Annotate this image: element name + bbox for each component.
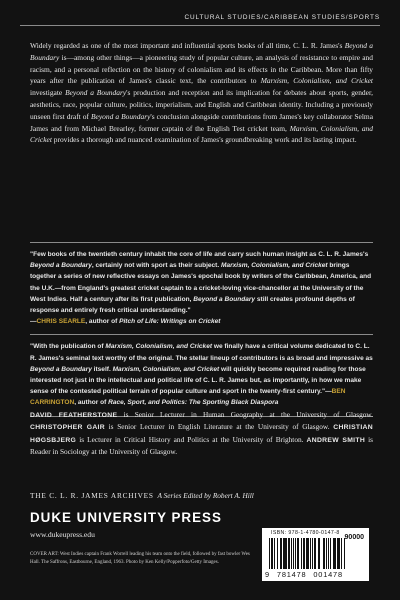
endorser-role: , author of	[85, 318, 120, 326]
quote-title: Beyond a Boundary	[30, 365, 92, 373]
barcode-digits	[265, 570, 365, 579]
barcode-bar	[293, 538, 294, 569]
isbn-label: ISBN: 978-1-4780-0147-8	[271, 530, 340, 536]
desc-title: Beyond a Boundary	[91, 111, 151, 121]
contributor-bio: is Senior Lecturer in English Literature at the University of Glasgow.	[104, 422, 334, 432]
barcode-bar	[288, 538, 290, 569]
endorser-role: , author of	[74, 399, 109, 407]
barcode-bar	[319, 538, 320, 569]
cover-art-text: West Indies captain Frank Worrell leading his team onto the field, followed by fast bowler Wes Hall. The Saffrons, Eastbourne, England, 1963. Photo by Ken Kelly/Popperfoto/Getty Images.	[30, 552, 250, 565]
barcode-bar	[318, 538, 319, 569]
series-title: THE C. L. R. JAMES ARCHIVES	[30, 491, 154, 500]
barcode-bar	[337, 538, 338, 569]
endorsements	[30, 242, 373, 417]
barcode-bar	[310, 538, 311, 569]
barcode	[262, 528, 369, 581]
contributor-name: CHRISTOPHER GAIR	[30, 424, 105, 432]
barcode-bar	[269, 538, 270, 569]
desc-text: 's conclusion alongside contributions from James's key collaborator Selma James and from Michael Brearley, former captain of the English Test cricket team,	[30, 111, 374, 133]
barcode-bar	[338, 538, 340, 569]
barcode-digit-lead: 9	[265, 570, 270, 579]
top-divider	[20, 25, 380, 26]
book-description	[30, 40, 373, 146]
desc-title: Marxism, Colonialism, and Cricket	[30, 123, 373, 145]
barcode-bar	[330, 538, 331, 569]
endorser-name: BEN CARRINGTON	[30, 388, 346, 407]
contributor-name: CHRISTIAN HØGSBJERG	[30, 424, 373, 444]
quote-title: Beyond a Boundary	[193, 295, 256, 303]
barcode-bar	[333, 538, 336, 569]
desc-text: Widely regarded as one of the most important and influential sports books of all time, C. L. R. James's	[30, 41, 345, 50]
desc-title: Beyond a Boundary	[65, 88, 127, 98]
contributor-bios	[30, 409, 373, 458]
contributor-bio: is Lecturer in Critical History and Politics at the University of Brighton.	[76, 434, 307, 444]
endorsement-quote	[30, 341, 373, 408]
publisher-url: www.dukeupress.edu	[30, 530, 95, 539]
quote-text: we finally have a critical volume dedicated to C. L. R. James's seminal text worthy of the original. The stellar lineup of contributors is as broad and impressive as	[30, 343, 373, 362]
barcode-bar	[301, 538, 302, 569]
divider	[30, 334, 373, 335]
barcode-bar	[271, 538, 273, 569]
desc-title: Beyond a Boundary	[30, 41, 373, 62]
series-editor: A Series Edited by Robert A. Hill	[157, 491, 254, 500]
quote-text: , certainly not with sport as their subject.	[91, 262, 221, 270]
quote-title: Marxism, Colonialism, and Cricket	[105, 343, 213, 351]
price-code: 90000	[344, 534, 364, 541]
barcode-bar	[323, 538, 325, 569]
barcode-bar	[312, 538, 313, 569]
quote-text: "With the publication of	[30, 343, 106, 351]
barcode-bar	[314, 538, 316, 569]
barcode-bar	[306, 538, 309, 569]
cover-art-label: COVER ART:	[30, 552, 60, 557]
endorser-work: Race, Sport, and Politics: The Sporting Black Diaspora	[108, 399, 279, 407]
endorser-work: Pitch of Life: Writings on Cricket	[119, 318, 221, 326]
desc-text: 's production and reception and its implication for debates about sports, gender, aesthetics, race, popular culture, politics, imperialism, and English and Caribbean identity. Including a previously unseen first draft of	[30, 88, 373, 121]
contributor-bio: is Reader in Sociology at the University of Glasgow.	[30, 434, 373, 457]
barcode-bar	[291, 538, 292, 569]
quote-title: Beyond a Boundary	[30, 262, 92, 270]
quote-title: Marxism, Colonialism, and Cricket	[221, 262, 328, 270]
quote-text: will quickly become required reading for those interested not just in the intellectual and political life of C. L. R. James but, as importantly, in how we make sense of the contested political terrain of popular culture and sport in the twenty-first century."	[30, 365, 366, 396]
barcode-bars	[269, 538, 363, 569]
desc-text: provides a thorough and nuanced examination of James's groundbreaking work and its lasting impact.	[51, 135, 357, 145]
barcode-bar	[328, 538, 330, 569]
attribution-dash: —	[30, 318, 37, 326]
contributor-bio: is Senior Lecturer in Human Geography at the University of Glasgow.	[117, 410, 373, 419]
barcode-bar	[277, 538, 278, 569]
attribution-dash: —	[325, 388, 332, 396]
quote-text: "Few books of the twentieth century inhabit the core of life and carry such human insight as C. L. R. James's	[30, 251, 369, 258]
barcode-bar	[344, 538, 345, 569]
series-line	[30, 491, 254, 500]
barcode-bar	[341, 538, 342, 569]
barcode-bar	[297, 538, 299, 569]
endorsement-quote	[30, 249, 373, 327]
barcode-bar	[280, 538, 282, 569]
endorser-name: CHRIS SEARLE	[36, 318, 86, 326]
barcode-digits-right: 001478	[313, 570, 343, 579]
contributor-name: ANDREW SMITH	[306, 436, 366, 444]
quote-title: Marxism, Colonialism, and Cricket	[112, 365, 220, 373]
barcode-bar	[274, 538, 275, 569]
cover-art-credit	[30, 551, 252, 566]
quote-text: still creates profound depths of response and entirely fresh critical understanding."	[30, 295, 355, 315]
barcode-bar	[283, 538, 284, 569]
publisher-name: DUKE UNIVERSITY PRESS	[30, 510, 222, 525]
desc-title: Marxism, Colonialism, and Cricket	[260, 76, 373, 86]
quote-text: brings together a series of new reflective essays on James's epochal book by writers of the Caribbean, America, and the U.K.—from England's greatest cricket captain to a cricket-loving vice-chancellor at the University of the West Indies. Half a century after its first publication,	[30, 262, 372, 303]
barcode-bar	[303, 538, 305, 569]
quote-text: itself.	[91, 365, 113, 373]
divider	[30, 242, 373, 243]
desc-text: is—among other things—a pioneering study of popular culture, an analysis of resistance to empire and racism, and a personal reflection on the history of colonialism and its effects in the Caribbean. More than fifty years after the publication of James's classic text, the contributors to	[30, 52, 373, 86]
category-label: CULTURAL STUDIES/CARIBBEAN STUDIES/SPORTS	[184, 14, 380, 21]
desc-text: investigate	[30, 88, 66, 98]
barcode-bar	[284, 538, 287, 569]
barcode-bar	[295, 538, 296, 569]
barcode-bar	[326, 538, 327, 569]
barcode-digits-left: 781478	[276, 570, 307, 579]
contributor-name: DAVID FEATHERSTONE	[30, 412, 118, 419]
